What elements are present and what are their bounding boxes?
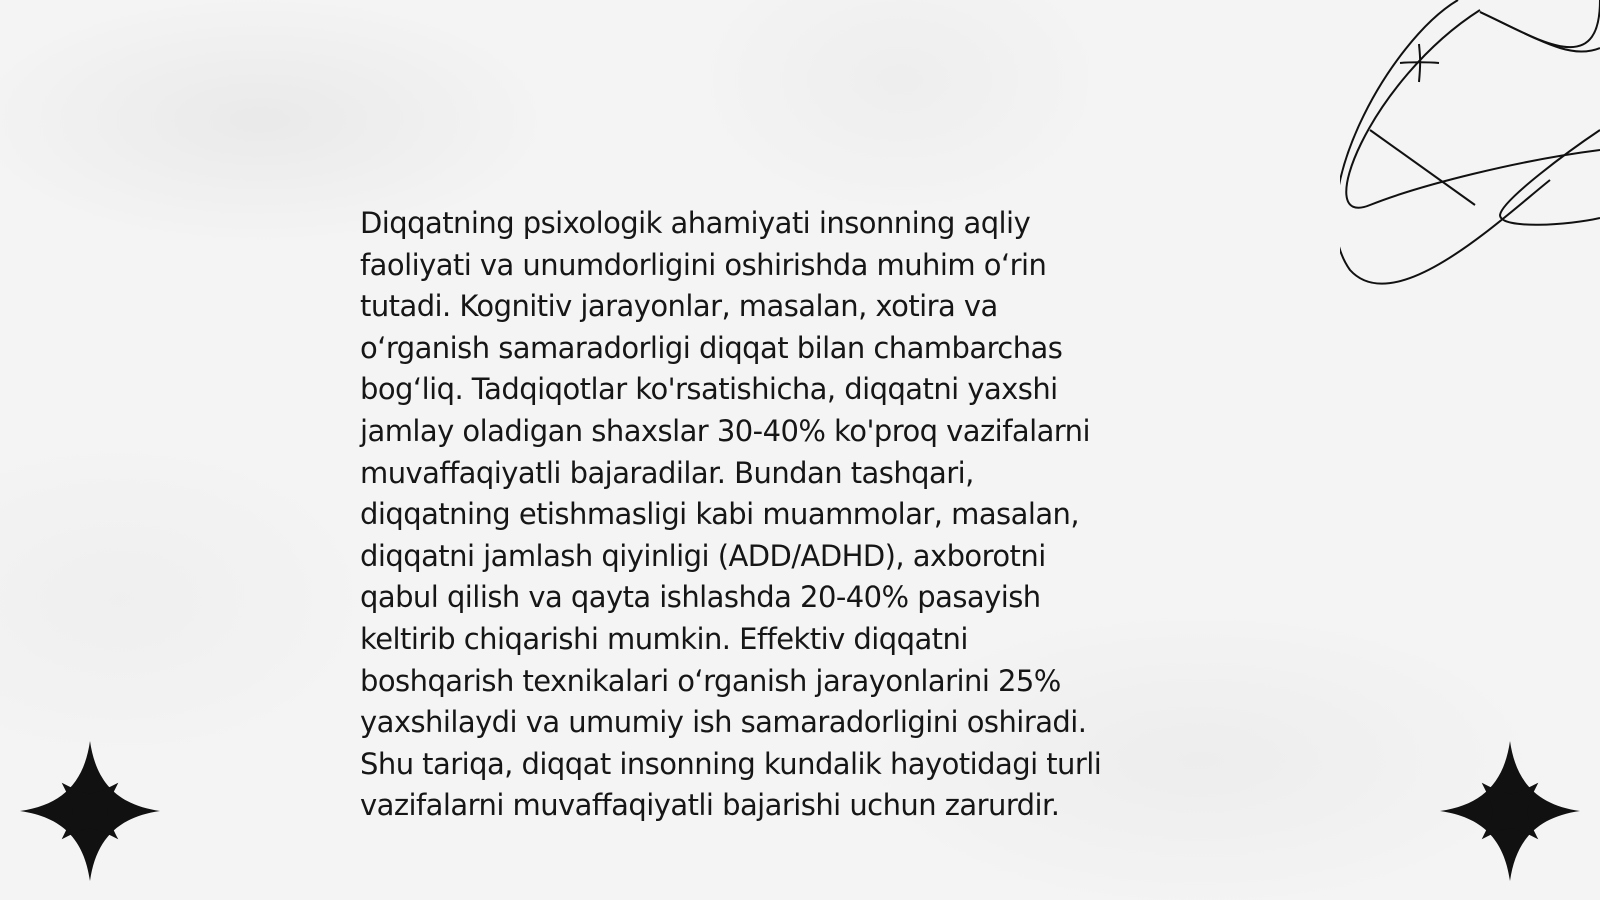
four-point-star-icon: [20, 741, 160, 881]
body-line: qabul qilish va qayta ishlashda 20-40% pasayish: [360, 580, 1041, 615]
body-line: o‘rganish samaradorligi diqqat bilan chambarchas: [360, 330, 1063, 365]
body-line: Diqqatning psixologik ahamiyati insonning aqliy: [360, 206, 1031, 240]
body-line: bog‘liq. Tadqiqotlar ko'rsatishicha, diqqatni yaxshi: [360, 372, 1058, 407]
body-line: diqqatning etishmasligi kabi muammolar, masalan,: [360, 497, 1080, 532]
body-line: jamlay oladigan shaxslar 30-40% ko'proq vazifalarni: [360, 413, 1091, 448]
body-line: vazifalarni muvaffaqiyatli bajarishi uchun zarurdir.: [360, 788, 1060, 823]
slide-body-text: [360, 203, 1240, 827]
body-line: muvaffaqiyatli bajaradilar. Bundan tashqari,: [360, 455, 974, 490]
body-line: diqqatni jamlash qiyinligi (ADD/ADHD), axborotni: [360, 538, 1046, 573]
body-line: Shu tariqa, diqqat insonning kundalik hayotidagi turli: [360, 746, 1102, 781]
body-line: boshqarish texnikalari o‘rganish jarayonlarini 25%: [360, 663, 1061, 698]
four-point-star-icon: [1440, 741, 1580, 881]
body-line: faoliyati va unumdorligini oshirishda muhim o‘rin: [360, 247, 1047, 282]
body-line: yaxshilaydi va umumiy ish samaradorligini oshiradi.: [360, 705, 1087, 740]
body-line: keltirib chiqarishi mumkin. Effektiv diqqatni: [360, 621, 968, 656]
body-line: tutadi. Kognitiv jarayonlar, masalan, xotira va: [360, 289, 998, 324]
orbit-lines-icon: [1340, 0, 1600, 290]
